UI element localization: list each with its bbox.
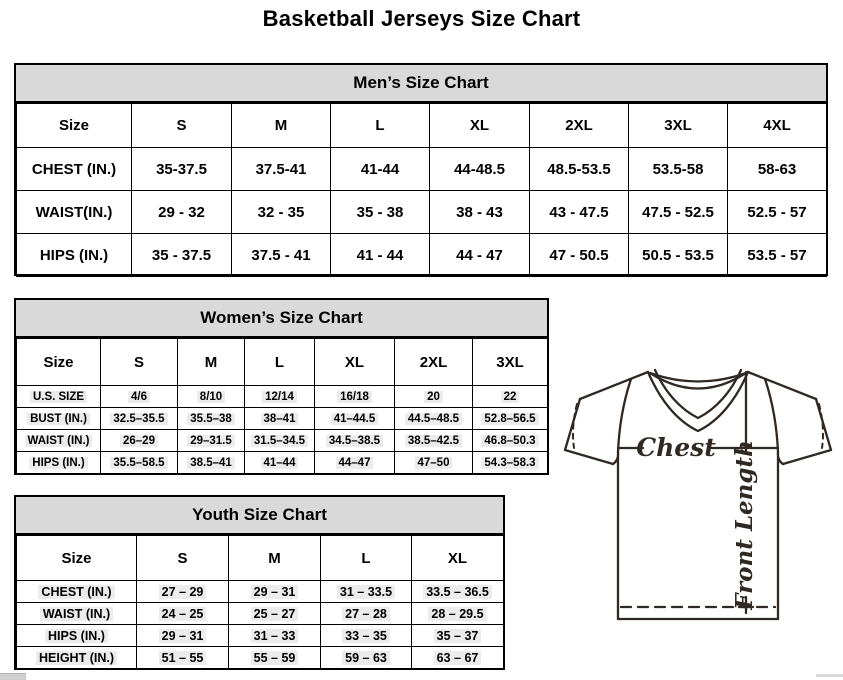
cell-value: 32 - 35	[257, 203, 305, 221]
size-header-row	[17, 339, 548, 386]
cell-value: 31 – 33	[251, 629, 299, 643]
cell	[395, 430, 473, 452]
row-label-cell	[17, 430, 101, 452]
cell	[137, 647, 229, 669]
cell-value: 54.3–58.3	[481, 457, 538, 469]
cell-value: 63 – 67	[434, 651, 482, 665]
cell-value: 38–41	[261, 413, 299, 425]
cell-value: 52.5 - 57	[747, 203, 807, 221]
mens-size-table	[16, 103, 827, 277]
cell-value: 8/10	[197, 391, 225, 403]
row-label: HEIGHT (IN.)	[36, 651, 117, 665]
cell-value: 44–47	[336, 457, 374, 469]
cell	[321, 603, 412, 625]
cell	[395, 386, 473, 408]
cell-value: 50.5 - 53.5	[642, 246, 714, 264]
cell	[229, 581, 321, 603]
cell-value: 16/18	[337, 391, 372, 403]
cell	[412, 625, 504, 647]
cell	[101, 452, 178, 474]
cell	[412, 647, 504, 669]
womens-size-chart-header: Women’s Size Chart	[16, 300, 547, 338]
cell	[101, 408, 178, 430]
table-row	[17, 647, 504, 669]
cell	[321, 625, 412, 647]
column-header: XL	[430, 104, 530, 148]
cell	[245, 408, 315, 430]
row-label: CHEST (IN.)	[31, 160, 117, 178]
chest-measurement-label: Chest	[636, 433, 716, 462]
cell-value: 58-63	[757, 160, 797, 178]
cell	[315, 430, 395, 452]
cell	[137, 625, 229, 647]
cell	[530, 191, 629, 234]
cell	[473, 430, 548, 452]
column-header: S	[132, 104, 232, 148]
youth-size-chart-header: Youth Size Chart	[16, 497, 503, 535]
cell-value: 27 – 29	[159, 585, 207, 599]
row-label-cell	[17, 386, 101, 408]
column-header: L	[245, 339, 315, 386]
cell	[430, 191, 530, 234]
table-row	[17, 386, 548, 408]
cell	[473, 408, 548, 430]
column-header: Size	[17, 536, 137, 581]
cell	[728, 148, 827, 191]
column-header: Size	[17, 339, 101, 386]
cell-value: 34.5–38.5	[326, 435, 383, 447]
cell	[132, 234, 232, 277]
cell	[530, 234, 629, 277]
front-length-measurement-label: Front Length	[731, 440, 758, 610]
womens-size-chart	[14, 298, 549, 475]
cell-value: 35 - 38	[356, 203, 404, 221]
column-header: 3XL	[473, 339, 548, 386]
cell	[321, 647, 412, 669]
cell-value: 29 – 31	[159, 629, 207, 643]
cell	[132, 191, 232, 234]
cell-value: 31.5–34.5	[251, 435, 308, 447]
row-label: U.S. SIZE	[30, 391, 87, 403]
cell	[178, 386, 245, 408]
cell-value: 44 - 47	[456, 246, 503, 264]
cell	[132, 148, 232, 191]
cell	[315, 386, 395, 408]
cell-value: 37.5-41	[255, 160, 307, 178]
page-title: Basketball Jerseys Size Chart	[262, 6, 581, 31]
cell	[232, 234, 331, 277]
table-row	[17, 148, 827, 191]
jersey-measurement-diagram	[563, 367, 833, 625]
size-header-row	[17, 536, 504, 581]
cell	[178, 452, 245, 474]
row-label-cell	[17, 148, 132, 191]
cell	[629, 148, 728, 191]
column-header: M	[178, 339, 245, 386]
size-header-row	[17, 104, 827, 148]
cell-value: 35.5–58.5	[110, 457, 167, 469]
cell-value: 33 – 35	[342, 629, 390, 643]
cell	[232, 148, 331, 191]
cell	[232, 191, 331, 234]
cell-value: 41–44.5	[331, 413, 379, 425]
cell-value: 55 – 59	[251, 651, 299, 665]
row-label: HIPS (IN.)	[39, 246, 109, 264]
cell-value: 20	[424, 391, 443, 403]
cell	[245, 386, 315, 408]
cell	[245, 452, 315, 474]
cell-value: 46.8–50.3	[481, 435, 538, 447]
cell-value: 35.5–38	[187, 413, 235, 425]
cell	[137, 603, 229, 625]
column-header: Size	[17, 104, 132, 148]
cell	[137, 581, 229, 603]
cell	[321, 581, 412, 603]
cell-value: 24 – 25	[159, 607, 207, 621]
horizontal-scrollbar-right-fragment[interactable]	[816, 674, 843, 677]
cell-value: 44.5–48.5	[405, 413, 462, 425]
column-header: XL	[412, 536, 504, 581]
table-row	[17, 408, 548, 430]
row-label-cell	[17, 408, 101, 430]
column-header: 2XL	[395, 339, 473, 386]
jersey-outline-icon	[565, 370, 831, 619]
row-label-cell	[17, 234, 132, 277]
row-label: WAIST(IN.)	[35, 203, 113, 221]
cell-value: 27 – 28	[342, 607, 390, 621]
mens-size-chart-header: Men’s Size Chart	[16, 65, 826, 103]
cell	[412, 581, 504, 603]
column-header: 2XL	[530, 104, 629, 148]
cell-value: 47–50	[415, 457, 453, 469]
cell-value: 41-44	[360, 160, 400, 178]
row-label-cell	[17, 452, 101, 474]
cell-value: 29 - 32	[158, 203, 205, 221]
cell	[178, 430, 245, 452]
column-header: 4XL	[728, 104, 827, 148]
cell-value: 33.5 – 36.5	[423, 585, 492, 599]
cell	[331, 148, 430, 191]
row-label-cell	[17, 625, 137, 647]
column-header: M	[232, 104, 331, 148]
cell	[395, 452, 473, 474]
column-header: L	[331, 104, 430, 148]
cell-value: 41–44	[261, 457, 299, 469]
cell-value: 35 – 37	[434, 629, 482, 643]
cell-value: 51 – 55	[159, 651, 207, 665]
youth-size-table	[16, 535, 504, 669]
table-row	[17, 603, 504, 625]
cell	[473, 452, 548, 474]
cell	[629, 191, 728, 234]
cell-value: 26–29	[120, 435, 158, 447]
row-label: HIPS (IN.)	[29, 457, 87, 469]
cell	[229, 647, 321, 669]
table-row	[17, 430, 548, 452]
cell-value: 48.5-53.5	[547, 160, 611, 178]
cell	[629, 234, 728, 277]
cell-value: 44-48.5	[454, 160, 505, 178]
row-label: CHEST (IN.)	[38, 585, 114, 599]
cell	[245, 430, 315, 452]
cell-value: 37.5 - 41	[251, 246, 311, 264]
cell	[331, 234, 430, 277]
column-header: XL	[315, 339, 395, 386]
cell-value: 25 – 27	[251, 607, 299, 621]
cell	[412, 603, 504, 625]
column-header: S	[137, 536, 229, 581]
table-row	[17, 581, 504, 603]
column-header: M	[229, 536, 321, 581]
cell	[473, 386, 548, 408]
cell-value: 52.8–56.5	[481, 413, 538, 425]
cell-value: 28 – 29.5	[428, 607, 486, 621]
table-row	[17, 191, 827, 234]
cell-value: 12/14	[262, 391, 297, 403]
cell	[315, 408, 395, 430]
cell-value: 35 - 37.5	[151, 246, 212, 264]
cell	[728, 191, 827, 234]
cell-value: 41 - 44	[356, 246, 404, 264]
cell	[178, 408, 245, 430]
row-label-cell	[17, 647, 137, 669]
cell	[728, 234, 827, 277]
table-row	[17, 452, 548, 474]
cell-value: 47.5 - 52.5	[642, 203, 714, 221]
row-label-cell	[17, 191, 132, 234]
column-header: 3XL	[629, 104, 728, 148]
row-label: HIPS (IN.)	[45, 629, 108, 643]
cell-value: 31 – 33.5	[337, 585, 395, 599]
row-label-cell	[17, 603, 137, 625]
cell-value: 22	[501, 391, 520, 403]
mens-size-chart	[14, 63, 828, 276]
cell	[229, 603, 321, 625]
cell-value: 4/6	[128, 391, 150, 403]
cell	[101, 430, 178, 452]
cell-value: 38 - 43	[456, 203, 503, 221]
cell-value: 53.5-58	[652, 160, 704, 178]
table-row	[17, 234, 827, 277]
row-label: WAIST (IN.)	[25, 435, 93, 447]
column-header: S	[101, 339, 178, 386]
cell	[315, 452, 395, 474]
cell-value: 59 – 63	[342, 651, 390, 665]
cell	[430, 234, 530, 277]
cell-value: 47 - 50.5	[549, 246, 609, 264]
womens-size-table	[16, 338, 548, 474]
cell-value: 32.5–35.5	[110, 413, 167, 425]
cell	[101, 386, 178, 408]
cell-value: 38.5–41	[187, 457, 235, 469]
cell-value: 29 – 31	[251, 585, 299, 599]
cell-value: 35-37.5	[156, 160, 207, 178]
row-label-cell	[17, 581, 137, 603]
row-label: WAIST (IN.)	[40, 607, 113, 621]
cell	[530, 148, 629, 191]
cell	[229, 625, 321, 647]
cell	[430, 148, 530, 191]
cell-value: 29–31.5	[187, 435, 235, 447]
table-row	[17, 625, 504, 647]
column-header: L	[321, 536, 412, 581]
youth-size-chart	[14, 495, 505, 670]
cell	[395, 408, 473, 430]
row-label: BUST (IN.)	[27, 413, 90, 425]
cell-value: 53.5 - 57	[747, 246, 807, 264]
cell-value: 38.5–42.5	[405, 435, 462, 447]
cell-value: 43 - 47.5	[549, 203, 609, 221]
cell	[331, 191, 430, 234]
